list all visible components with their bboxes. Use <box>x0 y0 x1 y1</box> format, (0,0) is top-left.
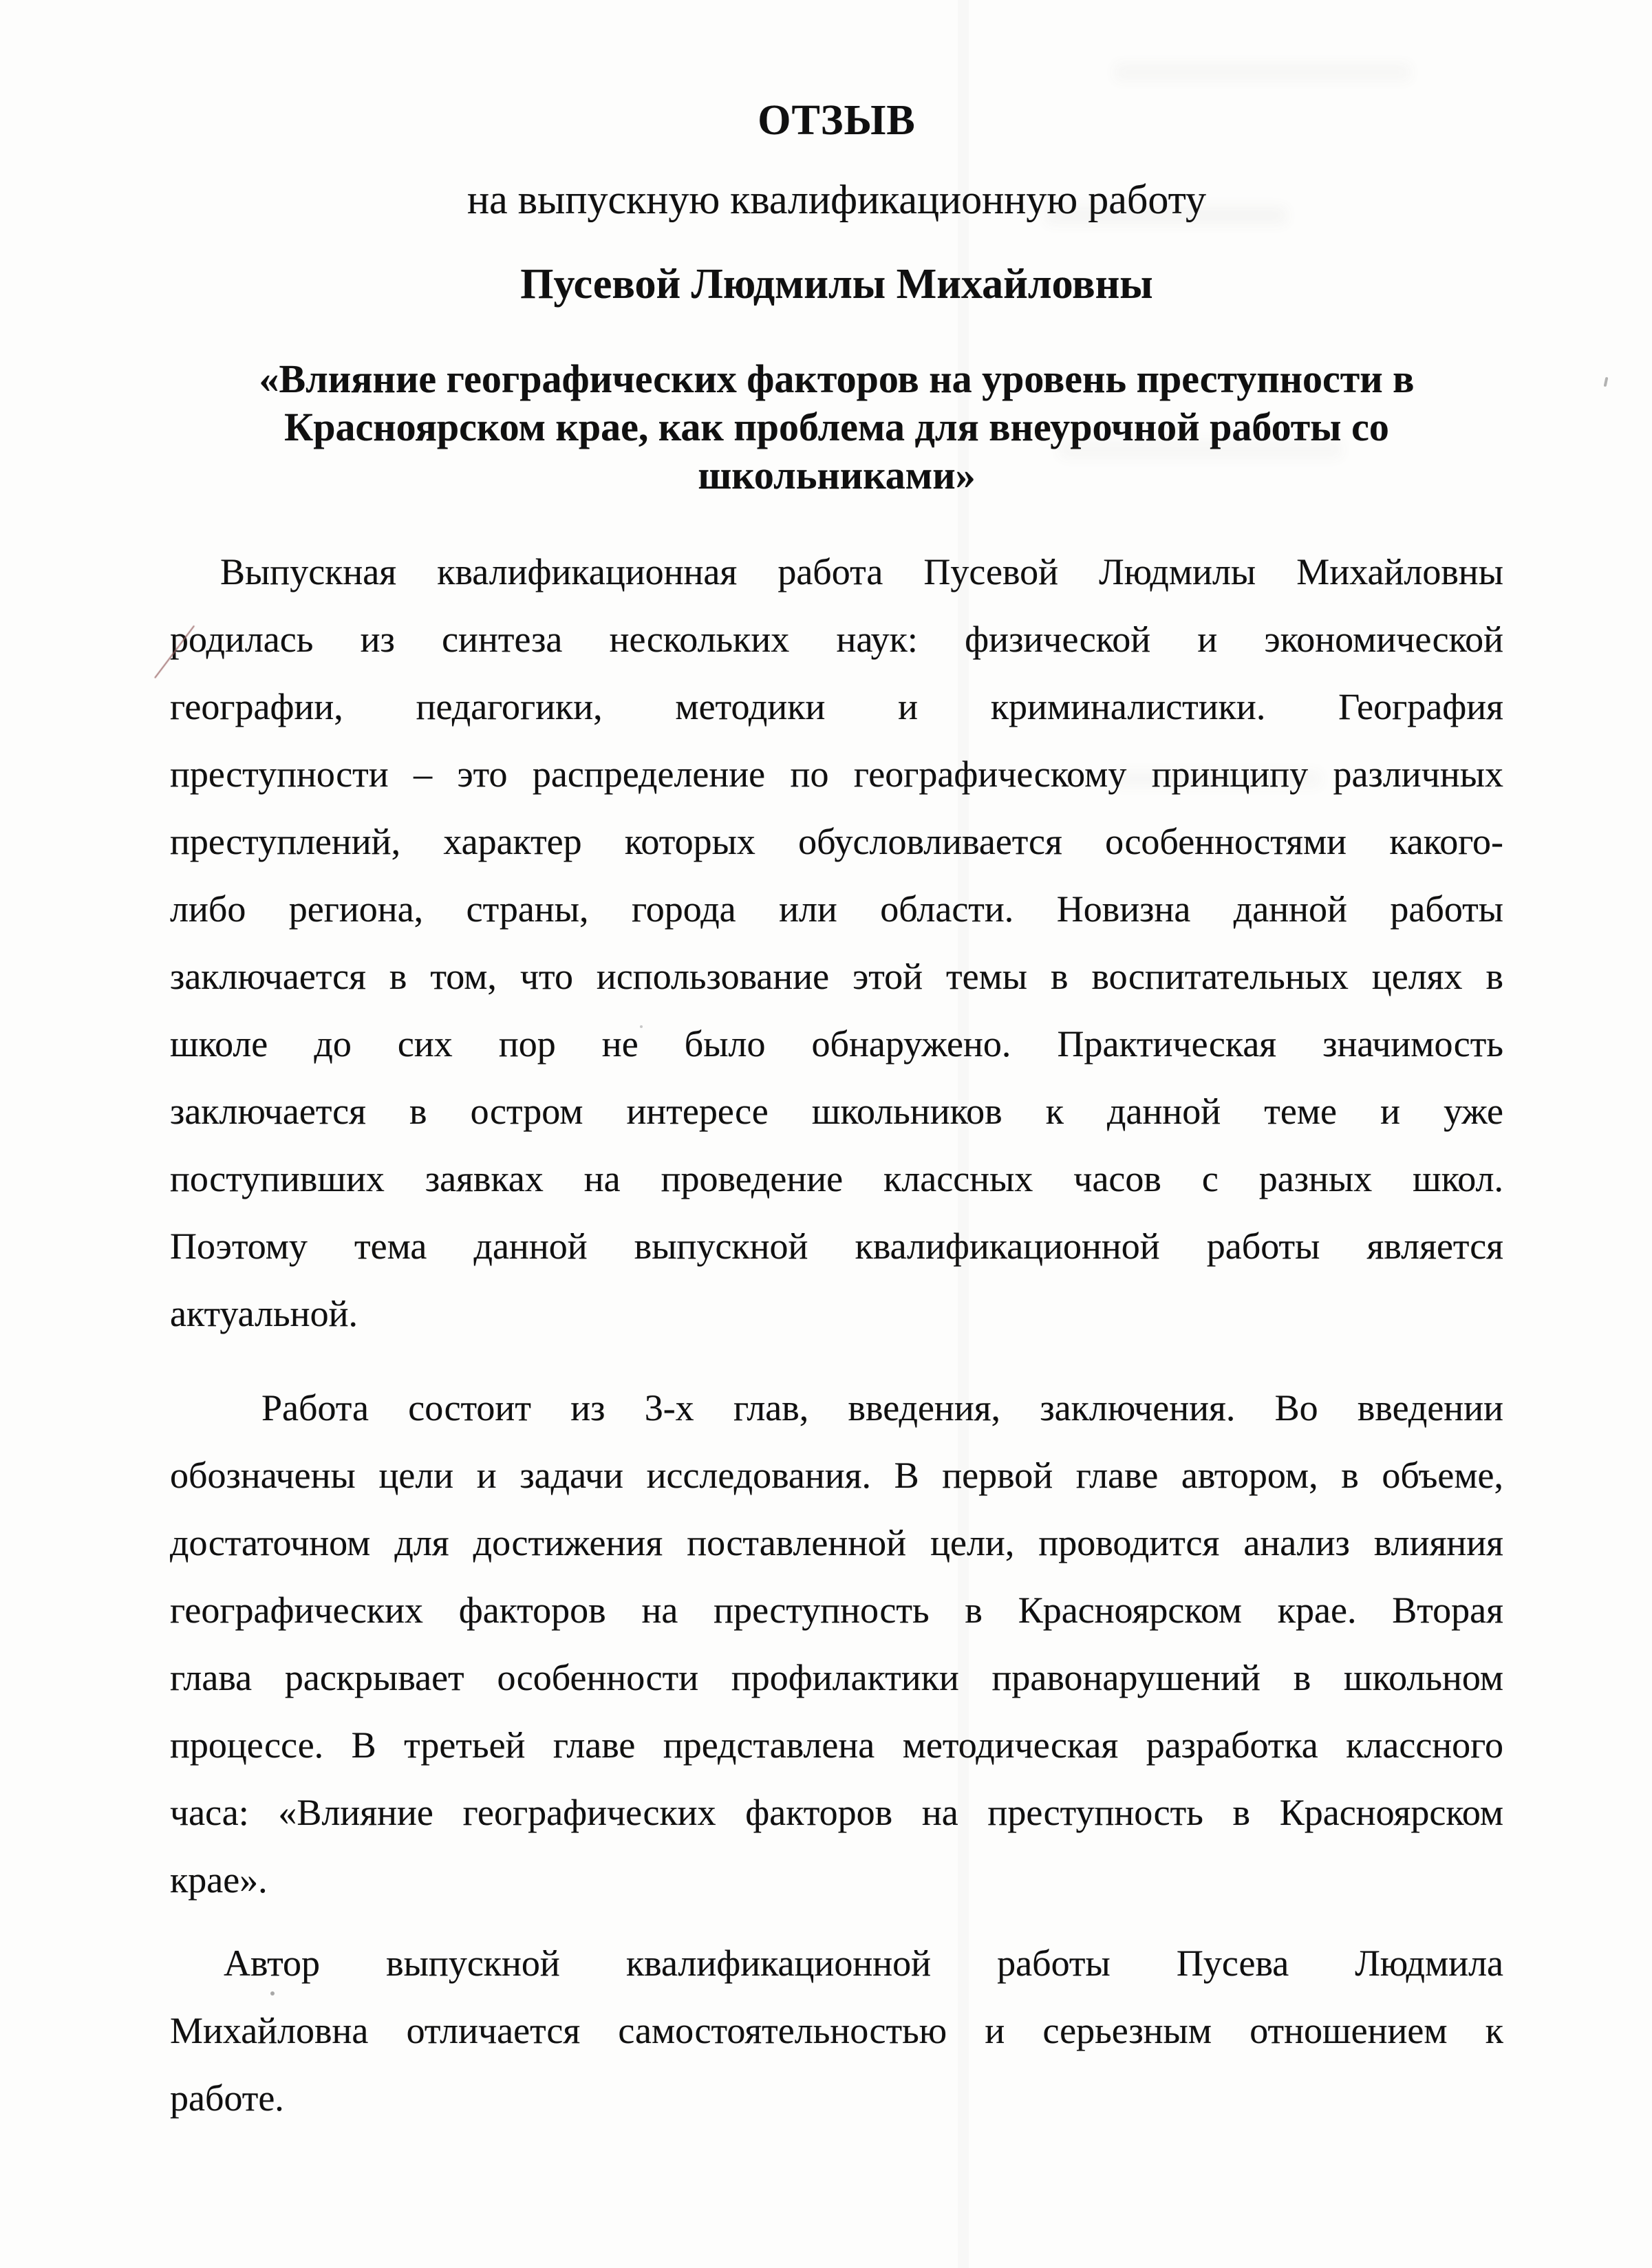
text-line: Михайловна отличается самостоятельностью и серьезным отношением к <box>170 2010 1503 2051</box>
text-line: актуальной. <box>170 1293 358 1334</box>
text-line: «Влияние географических факторов на уровень преступности в <box>259 356 1415 401</box>
text-line: Красноярском крае, как проблема для внеурочной работы со <box>284 405 1389 449</box>
text-line: географии, педагогики, методики и криминалистики. География <box>170 686 1503 727</box>
author-name: Пусевой Людмилы Михайловны <box>520 261 1153 308</box>
text-line: Работа состоит из 3-х глав, введения, заключения. Во введении <box>261 1387 1503 1429</box>
text-line: часа: «Влияние географических факторов на преступность в Красноярском <box>170 1792 1503 1833</box>
document-subheading: на выпускную квалификационную работу <box>466 177 1207 222</box>
work-title <box>0 355 1652 500</box>
text-line: преступности – это распределение по географическому принципу различных <box>170 753 1503 795</box>
text-line: заключается в том, что использование этой темы в воспитательных целях в <box>170 956 1503 997</box>
text-line: поступивших заявках на проведение классных часов с разных школ. <box>170 1158 1503 1199</box>
bleed-through-smudge <box>1115 63 1410 81</box>
text-line: либо региона, страны, города или области. Новизна данной работы <box>170 888 1503 930</box>
bleed-through-smudge <box>1060 440 1342 458</box>
text-line: крае». <box>170 1859 268 1901</box>
text-line: Поэтому тема данной выпускной квалификационной работы является <box>170 1226 1503 1267</box>
text-line: Автор выпускной квалификационной работы Пусева Людмила <box>224 1943 1503 1984</box>
text-line: глава раскрывает особенности профилактики правонарушений в школьном <box>170 1657 1503 1698</box>
scanner-streak-artifact <box>958 0 969 2268</box>
bleed-through-smudge <box>1046 206 1287 224</box>
text-line: Выпускная квалификационная работа Пусевой Людмилы Михайловны <box>220 551 1503 592</box>
bleed-through-smudge <box>1115 771 1321 787</box>
text-line: заключается в остром интересе школьников к данной теме и уже <box>170 1091 1503 1132</box>
ink-speck <box>640 1025 643 1028</box>
paragraph-author-assessment <box>170 1929 1503 2132</box>
text-line: школе до сих пор не было обнаружено. Практическая значимость <box>170 1023 1503 1065</box>
text-line: обозначены цели и задачи исследования. В первой главе автором, в объеме, <box>170 1455 1503 1496</box>
text-line: работе. <box>170 2077 284 2119</box>
paragraph-introduction <box>170 538 1503 1347</box>
text-line: достаточном для достижения поставленной цели, проводится анализ влияния <box>170 1522 1503 1563</box>
paragraph-structure <box>170 1374 1503 1914</box>
text-line: школьниками» <box>698 453 976 498</box>
text-line: географических факторов на преступность в Красноярском крае. Вторая <box>170 1590 1503 1631</box>
document-heading: ОТЗЫВ <box>758 97 916 144</box>
ink-speck <box>270 1991 275 1996</box>
text-line: родилась из синтеза нескольких наук: физической и экономической <box>170 619 1503 660</box>
text-line: процессе. В третьей главе представлена методическая разработка классного <box>170 1724 1503 1766</box>
text-line: преступлений, характер которых обусловливается особенностями какого- <box>170 821 1503 862</box>
